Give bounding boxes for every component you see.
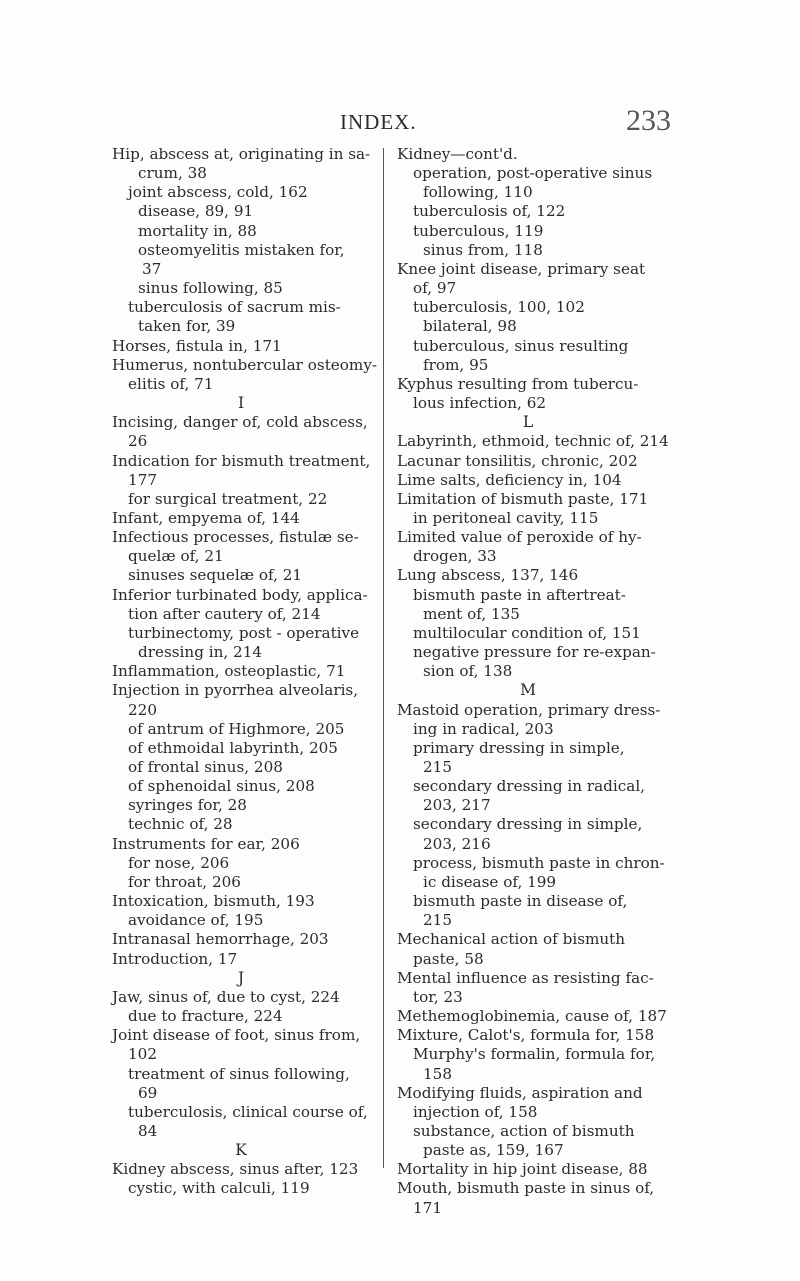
running-title: INDEX. (340, 110, 417, 134)
index-subentry: ing in radical, 203 (413, 719, 554, 738)
index-subentry: secondary dressing in simple, (413, 815, 643, 834)
index-subentry: 26 (128, 432, 148, 451)
index-subentry: sinus from, 118 (423, 240, 543, 259)
index-subentry: negative pressure for re-expan- (413, 643, 656, 662)
index-entry: Hip, abscess at, originating in sa- (112, 145, 371, 163)
index-entry: Knee joint disease, primary seat (397, 259, 646, 278)
index-entry: Inflammation, osteoplastic, 71 (112, 662, 346, 681)
index-subentry: 84 (138, 1121, 158, 1140)
index-entry: Mechanical action of bismuth (397, 930, 626, 949)
index-entry: Kidney—cont'd. (397, 145, 518, 163)
index-entry: Limited value of peroxide of hy- (397, 528, 642, 547)
index-entry: Infectious processes, fistulæ se- (112, 528, 359, 547)
index-subentry: tuberculosis, 100, 102 (413, 298, 585, 317)
index-subentry: cystic, with calculi, 119 (128, 1179, 310, 1198)
index-subentry: 203, 216 (423, 834, 491, 853)
index-subentry: tuberculous, 119 (413, 221, 544, 240)
page-header (0, 104, 800, 136)
index-subentry: drogen, 33 (413, 547, 497, 566)
index-subentry: ic disease of, 199 (423, 872, 557, 891)
index-subentry: paste, 58 (413, 949, 484, 968)
index-entry: Horses, fistula in, 171 (112, 336, 282, 355)
index-subentry: treatment of sinus following, (128, 1064, 350, 1083)
index-subentry: crum, 38 (138, 164, 207, 183)
index-entry: Injection in pyorrhea alveolaris, (112, 681, 359, 700)
index-subentry: sinuses sequelæ of, 21 (128, 566, 303, 585)
index-entry: Lacunar tonsilitis, chronic, 202 (397, 451, 638, 470)
index-subentry: syringes for, 28 (128, 796, 247, 815)
index-subentry: tion after cautery of, 214 (128, 604, 321, 623)
index-subentry: from, 95 (423, 355, 489, 374)
index-subentry: 37 (142, 259, 162, 278)
index-entry: Intoxication, bismuth, 193 (112, 892, 315, 911)
index-subentry: 220 (128, 700, 157, 719)
index-subentry: 171 (413, 1198, 442, 1217)
index-subentry: of sphenoidal sinus, 208 (128, 777, 315, 796)
index-subentry: injection of, 158 (413, 1102, 538, 1121)
index-subentry: tuberculosis of, 122 (413, 202, 566, 221)
index-subentry: technic of, 28 (128, 815, 233, 834)
page-number: 233 (626, 104, 671, 137)
index-entry: Mortality in hip joint disease, 88 (397, 1160, 648, 1179)
index-entry: Mastoid operation, primary dress- (397, 700, 661, 719)
index-subentry: tor, 23 (413, 987, 463, 1006)
index-entry: Lung abscess, 137, 146 (397, 566, 579, 585)
index-subentry: process, bismuth paste in chron- (413, 853, 665, 872)
index-subentry: ment of, 135 (423, 604, 520, 623)
index-entry: Joint disease of foot, sinus from, (112, 1026, 361, 1045)
index-entry: Kyphus resulting from tubercu- (397, 374, 639, 393)
index-subentry: following, 110 (423, 183, 533, 202)
index-subentry: of frontal sinus, 208 (128, 758, 283, 776)
index-entry: Limitation of bismuth paste, 171 (397, 489, 649, 508)
index-subentry: for nose, 206 (128, 853, 230, 872)
index-subentry: avoidance of, 195 (128, 911, 264, 930)
index-entry: Indication for bismuth treatment, (112, 451, 371, 470)
section-letter: L (522, 413, 534, 432)
index-subentry: substance, action of bismuth (413, 1121, 635, 1140)
index-subentry: multilocular condition of, 151 (413, 623, 641, 642)
index-entry: Incising, danger of, cold abscess, (112, 413, 368, 432)
index-subentry: tuberculous, sinus resulting (413, 336, 629, 355)
index-subentry: 69 (138, 1083, 158, 1102)
index-subentry: sion of, 138 (423, 662, 513, 681)
index-entry: Methemoglobinemia, cause of, 187 (397, 1007, 667, 1026)
index-subentry: operation, post-operative sinus (413, 164, 653, 183)
index-subentry: Murphy's formalin, formula for, (413, 1045, 656, 1064)
index-subentry: bismuth paste in aftertreat- (413, 585, 626, 604)
index-subentry: 102 (128, 1045, 157, 1064)
index-subentry: tuberculosis of sacrum mis- (128, 298, 341, 317)
index-subentry: 215 (423, 758, 452, 776)
index-subentry: bismuth paste in disease of, (413, 892, 628, 911)
column-divider (383, 148, 384, 1168)
section-letter: M (520, 681, 536, 700)
index-subentry: 215 (423, 911, 452, 930)
index-subentry: paste as, 159, 167 (423, 1141, 564, 1160)
index-subentry: for surgical treatment, 22 (128, 489, 328, 508)
index-subentry: 203, 217 (423, 796, 491, 815)
index-column-right (397, 145, 669, 1218)
index-subentry: of antrum of Highmore, 205 (128, 719, 345, 738)
index-entry: Introduction, 17 (112, 949, 238, 968)
index-subentry: mortality in, 88 (138, 221, 257, 240)
index-entry: Mouth, bismuth paste in sinus of, (397, 1179, 655, 1198)
index-entry: Inferior turbinated body, applica- (112, 585, 368, 604)
index-subentry: bilateral, 98 (423, 317, 517, 336)
index-entry: Kidney abscess, sinus after, 123 (112, 1160, 359, 1179)
index-entry: Mental influence as resisting fac- (397, 968, 654, 987)
index-subentry: 177 (128, 470, 157, 489)
index-subentry: turbinectomy, post - operative (128, 623, 360, 642)
index-subentry: of, 97 (413, 279, 457, 298)
index-subentry: of ethmoidal labyrinth, 205 (128, 738, 338, 757)
section-letter: J (237, 968, 245, 987)
index-subentry: in peritoneal cavity, 115 (413, 508, 599, 527)
index-entry: Mixture, Calot's, formula for, 158 (397, 1026, 655, 1045)
index-entry: Infant, empyema of, 144 (112, 508, 300, 527)
index-subentry: joint abscess, cold, 162 (128, 183, 308, 202)
index-entry: Labyrinth, ethmoid, technic of, 214 (397, 432, 669, 451)
index-entry: Humerus, nontubercular osteomy- (112, 355, 378, 374)
index-subentry: due to fracture, 224 (128, 1007, 283, 1026)
section-letter: K (235, 1141, 247, 1160)
index-entry: Modifying fluids, aspiration and (397, 1083, 643, 1102)
index-entry: Lime salts, deficiency in, 104 (397, 470, 622, 489)
index-subentry: elitis of, 71 (128, 374, 214, 393)
index-column-left (112, 145, 378, 1199)
index-subentry: dressing in, 214 (138, 643, 263, 662)
section-letter: I (237, 394, 245, 413)
index-subentry: osteomyelitis mistaken for, (138, 240, 345, 259)
index-subentry: primary dressing in simple, (413, 738, 625, 757)
index-entry: Intranasal hemorrhage, 203 (112, 930, 329, 949)
index-subentry: 158 (423, 1064, 452, 1083)
index-subentry: sinus following, 85 (138, 279, 283, 298)
index-subentry: taken for, 39 (138, 317, 236, 336)
index-subentry: disease, 89, 91 (138, 202, 254, 221)
index-entry: Jaw, sinus of, due to cyst, 224 (112, 987, 340, 1006)
index-subentry: secondary dressing in radical, (413, 777, 646, 796)
index-subentry: for throat, 206 (128, 872, 241, 891)
index-subentry: lous infection, 62 (413, 394, 547, 413)
index-subentry: tuberculosis, clinical course of, (128, 1102, 368, 1121)
index-subentry: quelæ of, 21 (128, 547, 224, 566)
index-entry: Instruments for ear, 206 (112, 834, 300, 853)
